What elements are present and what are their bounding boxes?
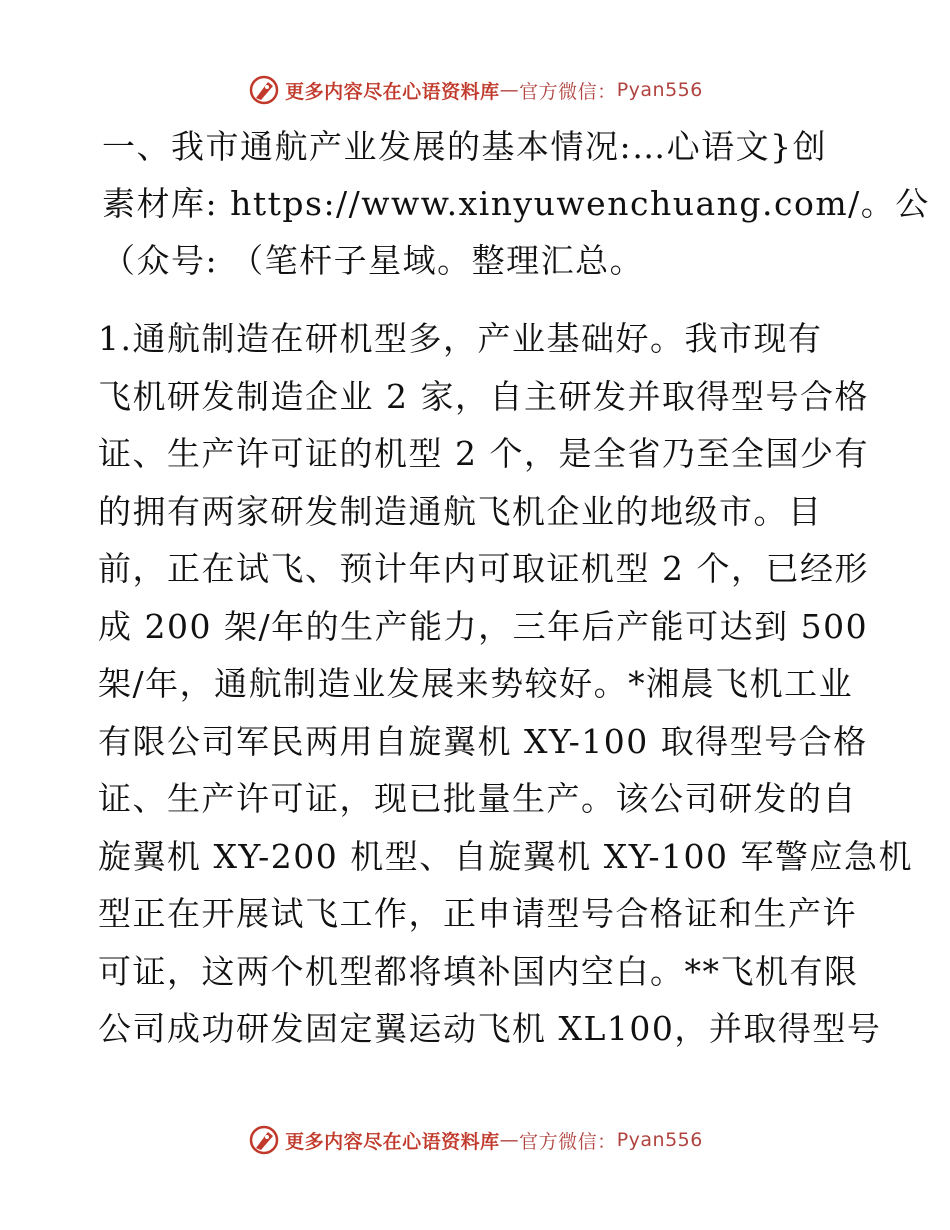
paragraph-line: 有限公司军民两用自旋翼机 XY-100 取得型号合格 bbox=[98, 721, 868, 761]
pen-nib-circle-icon bbox=[247, 1123, 281, 1157]
heading-line: （众号: （笔杆子星域。整理汇总。 bbox=[102, 241, 645, 280]
paragraph-line: 证、生产许可证的机型 2 个，是全省乃至全国少有 bbox=[98, 434, 869, 473]
paragraph-line: 旋翼机 XY-200 机型、自旋翼机 XY-100 军警应急机 bbox=[98, 836, 914, 876]
paragraph-line: 可证，这两个机型都将填补国内空白。**飞机有限 bbox=[98, 951, 859, 991]
heading-line: 一、我市通航产业发展的基本情况:…心语文}创 bbox=[102, 127, 828, 166]
watermark-main-text: 更多内容尽在心语资料库 bbox=[285, 80, 500, 103]
body-paragraph bbox=[98, 310, 914, 1058]
paragraph-line: 架/年，通航制造业发展来势较好。*湘晨飞机工业 bbox=[98, 664, 854, 703]
paragraph-line: 公司成功研发固定翼运动飞机 XL100，并取得型号 bbox=[98, 1009, 882, 1048]
paragraph-line: 成 200 架/年的生产能力，三年后产能可达到 500 bbox=[98, 606, 869, 646]
paragraph-line: 飞机研发制造企业 2 家，自主研发并取得型号合格 bbox=[98, 376, 869, 416]
paragraph-line: 的拥有两家研发制造通航飞机企业的地级市。目 bbox=[98, 491, 823, 531]
pen-nib-circle-icon bbox=[247, 73, 281, 107]
watermark-separator: — bbox=[499, 79, 520, 101]
section-heading bbox=[102, 118, 930, 289]
paragraph-line: 1.通航制造在研机型多，产业基础好。我市现有 bbox=[98, 319, 823, 358]
watermark-wechat-label: 官方微信： bbox=[519, 80, 617, 103]
watermark-main-text: 更多内容尽在心语资料库 bbox=[285, 1130, 500, 1153]
paragraph-line: 证、生产许可证，现已批量生产。该公司研发的自 bbox=[98, 779, 857, 818]
paragraph-line: 型正在开展试飞工作，正申请型号合格证和生产许 bbox=[98, 894, 857, 933]
watermark-wechat-id: Pyan556 bbox=[616, 79, 703, 101]
watermark-separator: — bbox=[499, 1129, 520, 1151]
watermark-wechat-label: 官方微信： bbox=[519, 1130, 617, 1153]
paragraph-line: 前，正在试飞、预计年内可取证机型 2 个，已经形 bbox=[98, 549, 869, 588]
watermark-footer bbox=[0, 1120, 950, 1160]
watermark-wechat-id: Pyan556 bbox=[616, 1129, 703, 1151]
watermark-header bbox=[0, 70, 950, 110]
heading-line: 素材库: https://www.xinyuwenchuang.com/。公 bbox=[102, 184, 930, 223]
